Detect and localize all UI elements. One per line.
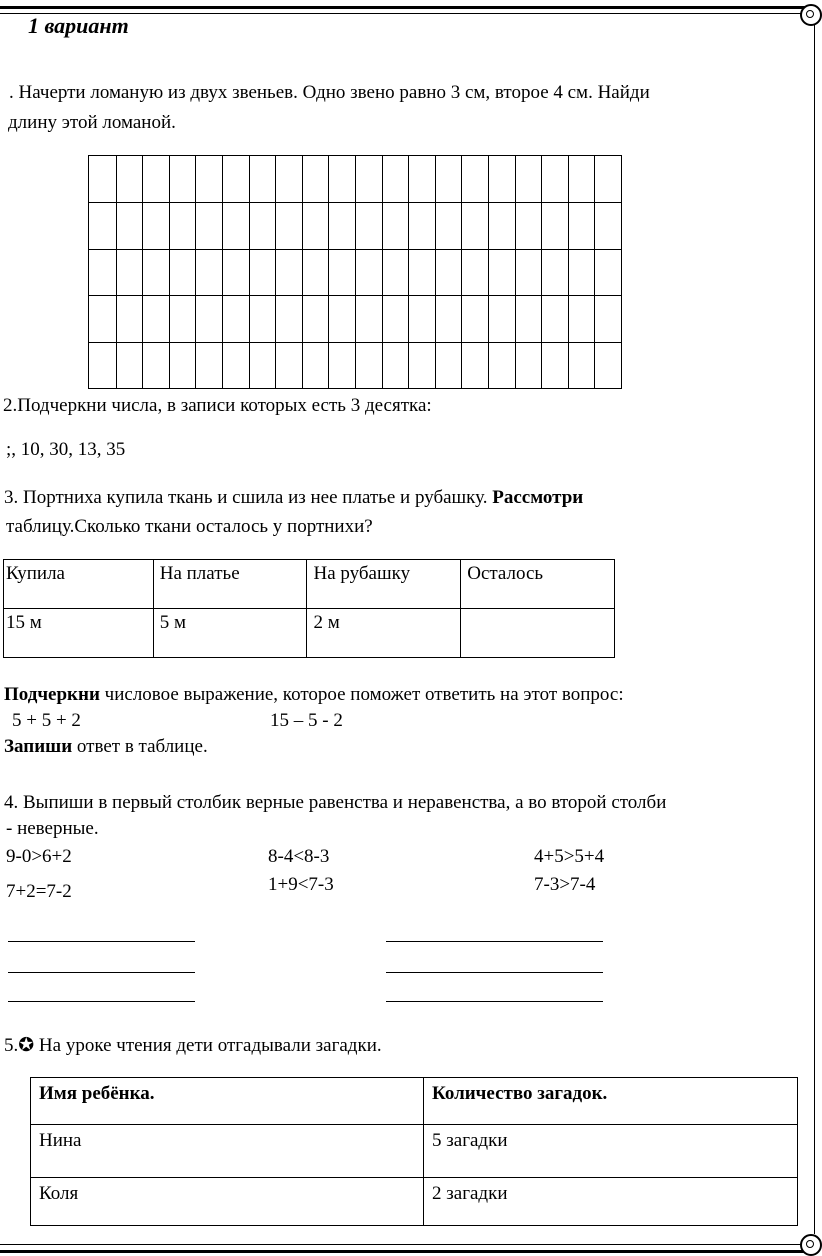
table-header-cell: Осталось xyxy=(461,560,615,609)
expression-item: 7-3>7-4 xyxy=(534,874,596,895)
task4-text-line2: - неверные. xyxy=(6,818,99,839)
table-cell: 5 загадки xyxy=(424,1125,798,1178)
grid-line xyxy=(89,249,621,250)
task4-text-line1: 4. Выпиши в первый столбик верные равенства и неравенства, а во второй столби xyxy=(4,792,667,813)
page-border-bottom xyxy=(0,1250,808,1253)
grid-line xyxy=(89,295,621,296)
task2-text: 2.Подчеркни числа, в записи которых есть 3 десятка: xyxy=(3,395,432,416)
fabric-table xyxy=(3,559,615,658)
page-border-bottom-inner xyxy=(0,1244,806,1245)
grid-line xyxy=(515,156,516,388)
drawing-grid[interactable] xyxy=(88,155,622,389)
expression-option[interactable]: 5 + 5 + 2 xyxy=(12,710,81,731)
star-icon: ✪ xyxy=(18,1035,35,1056)
task1-text-line1: . Начерти ломаную из двух звеньев. Одно звено равно 3 см, второе 4 см. Найди xyxy=(9,82,650,103)
grid-line xyxy=(249,156,250,388)
expression-option[interactable]: 15 – 5 - 2 xyxy=(270,710,343,731)
task2-numbers: ;, 10, 30, 13, 35 xyxy=(6,439,126,460)
grid-line xyxy=(222,156,223,388)
table-cell: Коля xyxy=(31,1178,424,1226)
grid-line xyxy=(488,156,489,388)
answer-line-true[interactable] xyxy=(8,1001,195,1002)
task3-underline-instruction: Подчеркни числовое выражение, которое поможет ответить на этот вопрос: xyxy=(4,684,624,705)
grid-line xyxy=(89,202,621,203)
grid-line xyxy=(169,156,170,388)
corner-ornament-icon xyxy=(800,1234,822,1256)
expression-item: 7+2=7-2 xyxy=(6,881,72,902)
task3-text-line1: 3. Портниха купила ткань и сшила из нее платье и рубашку. Рассмотри xyxy=(4,487,584,508)
grid-line xyxy=(408,156,409,388)
answer-cell[interactable] xyxy=(461,609,615,658)
answer-line-false[interactable] xyxy=(386,972,603,973)
grid-line xyxy=(568,156,569,388)
task5-text: 5.✪ На уроке чтения дети отгадывали загадки. xyxy=(4,1035,382,1056)
expression-item: 4+5>5+4 xyxy=(534,846,605,867)
grid-line xyxy=(302,156,303,388)
grid-line xyxy=(541,156,542,388)
table-header-cell: На платье xyxy=(153,560,307,609)
expression-item: 8-4<8-3 xyxy=(268,846,330,867)
table-cell: 2 м xyxy=(307,609,461,658)
task3-write-instruction: Запиши ответ в таблице. xyxy=(4,736,208,757)
table-header-cell: Купила xyxy=(4,560,154,609)
answer-line-true[interactable] xyxy=(8,941,195,942)
page-border-right xyxy=(814,22,816,1234)
expression-item: 1+9<7-3 xyxy=(268,874,334,895)
grid-line xyxy=(195,156,196,388)
answer-line-false[interactable] xyxy=(386,1001,603,1002)
grid-line xyxy=(435,156,436,388)
expression-item: 9-0>6+2 xyxy=(6,846,72,867)
riddles-table xyxy=(30,1077,798,1226)
grid-line xyxy=(275,156,276,388)
answer-line-false[interactable] xyxy=(386,941,603,942)
answer-line-true[interactable] xyxy=(8,972,195,973)
page-border-top xyxy=(0,6,808,9)
table-cell: 2 загадки xyxy=(424,1178,798,1226)
task1-text-line2: длину этой ломаной. xyxy=(8,112,176,133)
grid-line xyxy=(116,156,117,388)
grid-line xyxy=(594,156,595,388)
table-cell: 5 м xyxy=(153,609,307,658)
task3-text-line2: таблицу.Сколько ткани осталось у портнихи? xyxy=(6,516,373,537)
grid-line xyxy=(355,156,356,388)
table-cell: Нина xyxy=(31,1125,424,1178)
grid-line xyxy=(461,156,462,388)
variant-heading: 1 вариант xyxy=(28,13,129,38)
table-header-cell: На рубашку xyxy=(307,560,461,609)
table-cell: 15 м xyxy=(4,609,154,658)
table-header-cell: Имя ребёнка. xyxy=(31,1078,424,1125)
grid-line xyxy=(89,342,621,343)
grid-line xyxy=(328,156,329,388)
table-header-cell: Количество загадок. xyxy=(424,1078,798,1125)
corner-ornament-icon xyxy=(800,4,822,26)
grid-line xyxy=(142,156,143,388)
grid-line xyxy=(382,156,383,388)
